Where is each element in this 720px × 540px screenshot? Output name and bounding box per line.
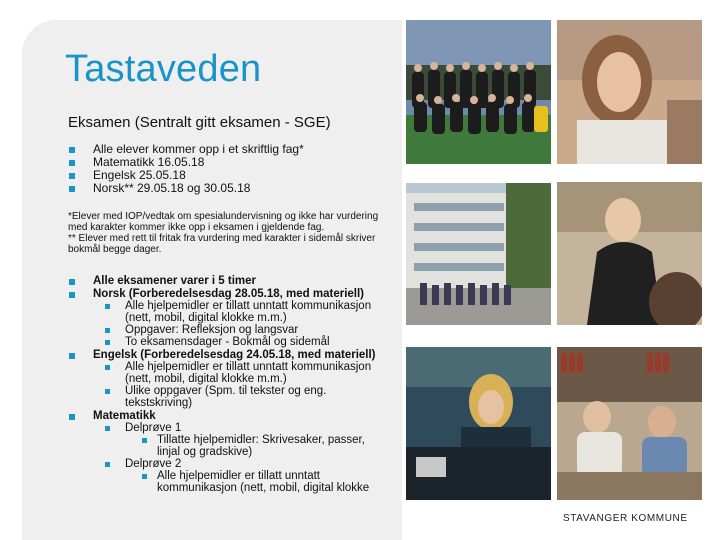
school-building-photo (406, 183, 551, 325)
bullet-square-icon (105, 365, 110, 370)
bullet-square-icon (105, 304, 110, 309)
list-item: Alle eksamener varer i 5 timer (68, 275, 388, 287)
footnote (68, 211, 386, 255)
sub-item: Delprøve 2 Alle hjelpemidler er tillatt unntatt kommunikasjon (nett, mobil, digital klokke (93, 458, 388, 494)
bullet-square-icon (69, 279, 75, 285)
list-item-norsk: Norsk (Forberedelsesdag 28.05.18, med materiell) Alle hjelpemidler er tillatt unntatt kommunikasjon (nett, mobil, digital klokke m.m.) Oppgaver: Refleksjon og langsvar To eksamensdager - Bokmål og sidemål (68, 288, 388, 348)
bullet-square-icon (69, 173, 75, 179)
bullet-square-icon (69, 147, 75, 153)
bullet-square-icon (142, 438, 147, 443)
list-item-engelsk: Engelsk (Forberedelsesdag 24.05.18, med materiell) Alle hjelpemidler er tillatt unntatt kommunikasjon (nett, mobil, digital klokke m.m.) Ulike oppgaver (Spm. til tekster og eng. tekstskriving) (68, 349, 388, 409)
exam-list (68, 143, 388, 195)
footnote-1: *Elever med IOP/vedtak om spesialundervisning og ikke har vurdering med karakter kommer ikke opp i eksamen i gjeldende fag. (68, 211, 379, 233)
sub-item: To eksamensdager - Bokmål og sidemål (93, 336, 388, 348)
sub-item: Alle hjelpemidler er tillatt unntatt kommunikasjon (nett, mobil, digital klokke m.m.) (93, 361, 388, 385)
classroom-photo (406, 347, 551, 500)
bullet-square-icon (105, 462, 110, 467)
library-photo (557, 347, 702, 500)
bullet-square-icon (105, 340, 110, 345)
list-item: Norsk** 29.05.18 og 30.05.18 (68, 182, 388, 195)
team-photo (406, 20, 551, 164)
list-item: Alle elever kommer opp i et skriftlig fag* (68, 143, 388, 156)
section-heading: Eksamen (Sentralt gitt eksamen - SGE) (68, 114, 331, 131)
sub-sub-item: Alle hjelpemidler er tillatt unntatt kommunikasjon (nett, mobil, digital klokke (125, 470, 388, 494)
footnote-2: ** Elever med rett til fritak fra vurdering med karakter i sidemål skriver bokmål begge dager. (68, 233, 376, 255)
teacher-photo (557, 182, 702, 325)
sub-item: Delprøve 1 Tillatte hjelpemidler: Skrivesaker, passer, linjal og gradskive) (93, 422, 388, 458)
page-title: Tastaveden (65, 48, 262, 90)
bullet-square-icon (69, 353, 75, 359)
list-item-matematikk: Matematikk Delprøve 1 Tillatte hjelpemidler: Skrivesaker, passer, linjal og gradskive) Delprøve 2 Alle hjelpemidler er tillatt unntatt kommunikasjon (nett, mobil, digital klokke (68, 410, 388, 494)
bullet-square-icon (142, 474, 147, 479)
exam-details-list (68, 275, 388, 494)
bullet-square-icon (105, 426, 110, 431)
content-area (68, 114, 388, 495)
bullet-square-icon (69, 414, 75, 420)
footer-logo-text: STAVANGER KOMMUNE (563, 513, 688, 524)
sub-item: Oppgaver: Refleksjon og langsvar (93, 324, 388, 336)
bullet-square-icon (105, 328, 110, 333)
bullet-square-icon (69, 160, 75, 166)
list-item: Engelsk 25.05.18 (68, 169, 388, 182)
bullet-square-icon (105, 389, 110, 394)
list-item: Matematikk 16.05.18 (68, 156, 388, 169)
sub-item: Ulike oppgaver (Spm. til tekster og eng. tekstskriving) (93, 385, 388, 409)
bullet-square-icon (69, 186, 75, 192)
sub-item: Alle hjelpemidler er tillatt unntatt kommunikasjon (nett, mobil, digital klokke m.m.) (93, 300, 388, 324)
bullet-square-icon (69, 292, 75, 298)
student-photo (557, 20, 702, 164)
sub-sub-item: Tillatte hjelpemidler: Skrivesaker, passer, linjal og gradskive) (125, 434, 388, 458)
